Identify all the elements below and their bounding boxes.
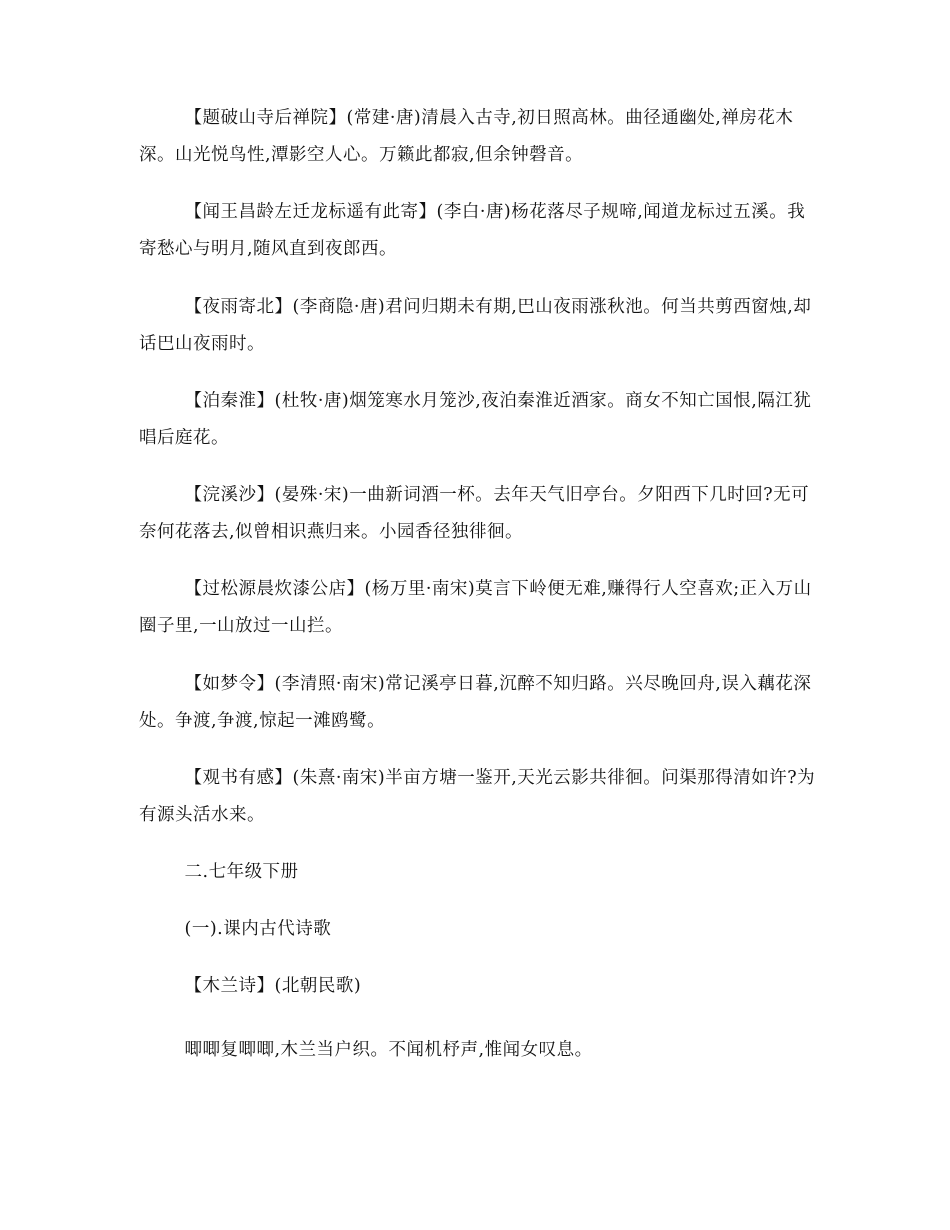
poem-ye-yu-ji-bei: 【夜雨寄北】(李商隐·唐)君问归期未有期,巴山夜雨涨秋池。何当共剪西窗烛,却话巴山夜雨时。 — [139, 297, 812, 354]
poem-huan-xi-sha: 【浣溪沙】(晏殊·宋)一曲新词酒一杯。去年天气旧亭台。夕阳西下几时回?无可奈何花落去,似曾相识燕归来。小园香径独徘徊。 — [139, 485, 810, 542]
poem-title-mulan: 【木兰诗】(北朝民歌) — [184, 976, 362, 996]
poem-guan-shu-you-gan: 【观书有感】(朱熹·南宋)半亩方塘一鉴开,天光云影共徘徊。问渠那得清如许?为有源头活水来。 — [139, 768, 816, 825]
poem-guo-song-yuan: 【过松源晨炊漆公店】(杨万里·南宋)莫言下岭便无难,赚得行人空喜欢;正入万山圈子里,一山放过一山拦。 — [139, 579, 812, 636]
poem-mulan-line: 唧唧复唧唧,木兰当户织。不闻机杼声,惟闻女叹息。 — [184, 1040, 593, 1060]
poem-wen-wang-changling: 【闻王昌龄左迁龙标遥有此寄】(李白·唐)杨花落尽子规啼,闻道龙标过五溪。我寄愁心与明月,随风直到夜郎西。 — [139, 202, 806, 259]
subsection-heading: (一).课内古代诗歌 — [184, 919, 332, 939]
section-heading: 二.七年级下册 — [184, 862, 299, 882]
poem-ti-po-shan-si: 【题破山寺后禅院】(常建·唐)清晨入古寺,初日照高林。曲径通幽处,禅房花木深。山光悦鸟性,潭影空人心。万籁此都寂,但余钟磬音。 — [139, 108, 794, 165]
poem-ru-meng-ling: 【如梦令】(李清照·南宋)常记溪亭日暮,沉醉不知归路。兴尽晚回舟,误入藕花深处。争渡,争渡,惊起一滩鸥鹭。 — [139, 674, 812, 731]
poem-bo-qin-huai: 【泊秦淮】(杜牧·唐)烟笼寒水月笼沙,夜泊秦淮近酒家。商女不知亡国恨,隔江犹唱后庭花。 — [139, 391, 812, 448]
